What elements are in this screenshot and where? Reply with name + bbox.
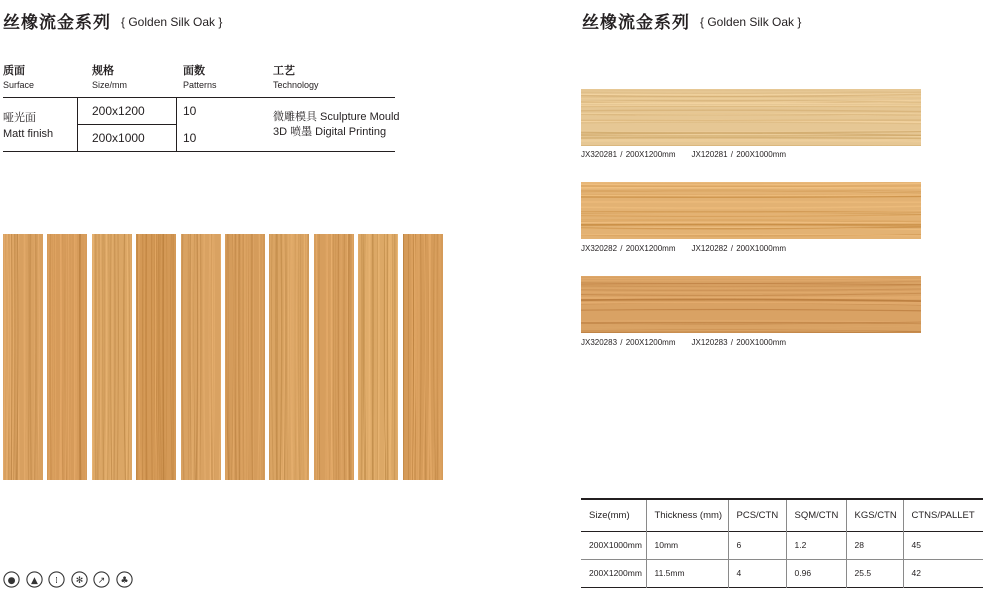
- wood-plank: [181, 234, 221, 480]
- technology-line-1: 微雕模具 Sculpture Mould: [273, 111, 400, 123]
- cell-kgs: 25.5: [846, 559, 903, 587]
- svg-text:●: ●: [7, 576, 16, 586]
- wood-plank: [136, 234, 176, 480]
- header-thickness: Thickness (mm): [646, 499, 728, 531]
- svg-text:▲: ▲: [30, 576, 38, 586]
- svg-text:⁞: ⁞: [55, 576, 58, 586]
- spec-table-body: [3, 98, 400, 152]
- tile-label: [581, 244, 786, 253]
- cell-thickness: 11.5mm: [646, 559, 728, 587]
- header-surface-en: Surface: [3, 80, 35, 90]
- header-size: Size(mm): [581, 499, 646, 531]
- series-title: 丝橡流金系列: [3, 13, 111, 33]
- tile-swatch: [581, 89, 921, 146]
- header-kgs: KGS/CTN: [846, 499, 903, 531]
- series-title: 丝橡流金系列: [582, 13, 690, 33]
- tile-code-1000: JX120281 / 200X1000mm: [691, 150, 787, 159]
- header-technology: [273, 64, 319, 92]
- spec-table: [3, 64, 400, 152]
- header-size-en: Size/mm: [92, 80, 128, 90]
- tile-swatch: [581, 182, 921, 239]
- cell-size: 200X1000mm: [581, 531, 646, 559]
- cell-sqm: 0.96: [786, 559, 846, 587]
- wood-plank: [47, 234, 87, 480]
- cell-size: 200X1200mm: [581, 559, 646, 587]
- size-cell: 200x1200: [92, 104, 145, 118]
- wood-plank: [3, 234, 43, 480]
- anti-slip-icon: [3, 571, 20, 588]
- page-title-right: [582, 8, 801, 33]
- tile-code-1000: JX120283 / 200X1000mm: [691, 338, 787, 347]
- svg-text:↗: ↗: [97, 576, 106, 586]
- header-surface-cn: 质面: [3, 64, 25, 77]
- wood-grain: [581, 276, 921, 333]
- header-patterns-cn: 面数: [183, 64, 205, 77]
- header-size-cn: 规格: [92, 64, 114, 77]
- technology-cell: [273, 110, 400, 140]
- table-header-row: [581, 499, 983, 531]
- cell-thickness: 10mm: [646, 531, 728, 559]
- eco-friendly-icon: [116, 571, 133, 588]
- header-patterns-en: Patterns: [183, 80, 217, 90]
- frost-resistant-icon: [71, 571, 88, 588]
- spec-table-header: [3, 64, 395, 98]
- wood-plank: [358, 234, 398, 480]
- wood-plank: [269, 234, 309, 480]
- cell-pcs: 4: [728, 559, 786, 587]
- technology-line-2: 3D 喷墨 Digital Printing: [273, 126, 387, 138]
- surface-cell: [3, 110, 53, 142]
- cell-kgs: 28: [846, 531, 903, 559]
- header-technology-en: Technology: [273, 80, 319, 90]
- header-sqm: SQM/CTN: [786, 499, 846, 531]
- wear-resistant-icon: [48, 571, 65, 588]
- tile-code-1200: JX320281 / 200X1200mm: [581, 150, 676, 159]
- wood-plank: [225, 234, 265, 480]
- divider: [176, 98, 177, 151]
- wood-plank: [314, 234, 354, 480]
- fire-resistant-icon: [26, 571, 43, 588]
- plank-gallery: [3, 234, 439, 480]
- page-title-left: [3, 8, 222, 33]
- tile-code-1200: JX320283 / 200X1200mm: [581, 338, 676, 347]
- tile-swatch: [581, 276, 921, 333]
- cell-sqm: 1.2: [786, 531, 846, 559]
- wood-grain: [581, 89, 921, 146]
- surface-cn: 哑光面: [3, 112, 36, 124]
- series-subtitle: { Golden Silk Oak }: [121, 15, 223, 29]
- svg-text:♣: ♣: [119, 576, 129, 586]
- wood-plank: [403, 234, 443, 480]
- surface-en: Matt finish: [3, 128, 54, 140]
- tile-label: [581, 338, 786, 347]
- size-cell: 200x1000: [92, 131, 145, 145]
- cell-ctns: 45: [911, 540, 921, 550]
- header-pcs: PCS/CTN: [728, 499, 786, 531]
- tile-code-1000: JX120282 / 200X1000mm: [691, 244, 787, 253]
- tile-code-1200: JX320282 / 200X1200mm: [581, 244, 676, 253]
- anti-stain-icon: [93, 571, 110, 588]
- table-row: [581, 531, 983, 559]
- wood-plank: [92, 234, 132, 480]
- header-surface: [3, 64, 34, 92]
- table-row: [581, 559, 983, 587]
- packaging-table: [581, 498, 983, 588]
- cell-pcs: 6: [728, 531, 786, 559]
- series-subtitle: { Golden Silk Oak }: [700, 15, 802, 29]
- cell-ctns: 42: [911, 568, 921, 578]
- svg-text:✻: ✻: [75, 576, 83, 586]
- header-patterns: [183, 64, 217, 92]
- patterns-cell: 10: [183, 104, 197, 118]
- header-technology-cn: 工艺: [273, 64, 295, 77]
- header-ctns: CTNS/PALLET: [911, 509, 975, 521]
- divider: [77, 124, 176, 125]
- wood-grain: [581, 182, 921, 239]
- tile-label: [581, 150, 786, 159]
- patterns-cell: 10: [183, 131, 197, 145]
- header-size: [92, 64, 127, 92]
